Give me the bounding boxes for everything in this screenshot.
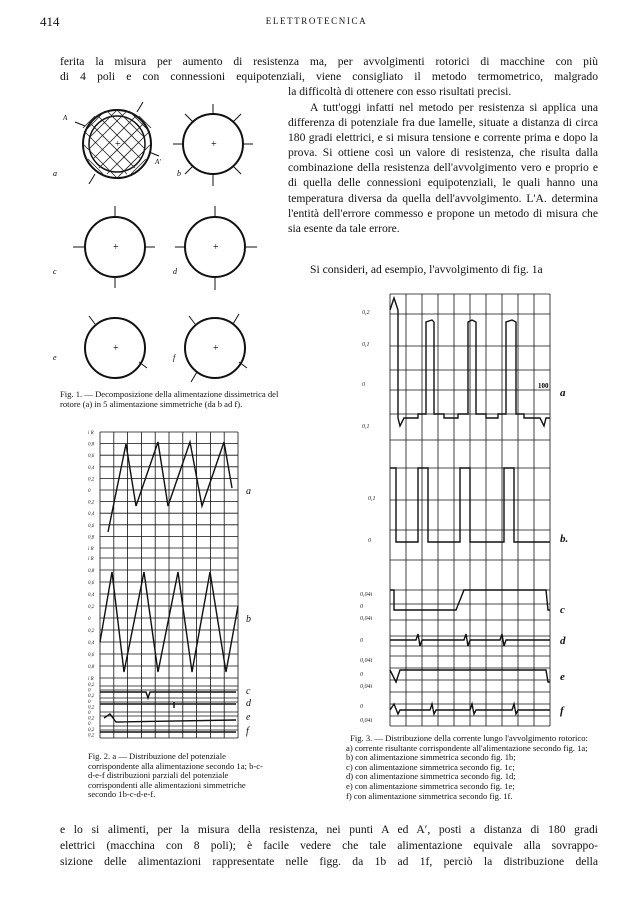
fig2-axis-label: i R — [88, 677, 94, 682]
fig3-axis-label: 0 — [360, 604, 363, 610]
fig1-panel-c — [53, 206, 155, 288]
fig2-axis-label: 0,4 — [88, 512, 95, 518]
fig3-axis-label: 0,1 — [362, 342, 370, 348]
fig3-row-a: a — [560, 387, 566, 399]
fig2-axis-label: 0,4 — [88, 465, 95, 471]
fig1-label-e: e — [53, 353, 57, 362]
fig3-axis-label: 0 — [368, 538, 371, 544]
running-title: ELETTROTECNICA — [265, 16, 368, 26]
fig1-label-c: c — [53, 267, 57, 276]
fig2-row-d: d — [246, 698, 251, 709]
svg-text:+: + — [213, 242, 219, 253]
fig2-axis-label: 0,6 — [88, 523, 95, 529]
fig3-axis-label: 0 — [360, 672, 363, 678]
svg-text:+: + — [115, 139, 121, 150]
fig1-panel-e — [53, 316, 147, 378]
fig3-axis-label: 0,04i — [360, 658, 373, 664]
fig2-axis-label: 0,2 — [88, 683, 95, 688]
fig1-caption: Fig. 1. — Decomposizione della alimentazione dissimetrica del rotore (a) in 5 alimentazione simmetriche (da b ad f). — [60, 389, 279, 409]
fig2-row-e: e — [246, 712, 251, 723]
svg-text:A: A — [63, 114, 68, 122]
fig3-axis-label: 0,2 — [362, 310, 370, 316]
bottom-line-1: e lo si alimenti, per la misura della resistenza, nei punti A ed A′, posti a distanza di 180 gradi — [60, 823, 598, 836]
fig3-caption-line: b) con alimentazione simmetrica secondo fig. 1b; — [346, 752, 516, 763]
fig2-axis-label: 0,4 — [88, 593, 95, 598]
fig3-caption-line: f) con alimentazione simmetrica secondo fig. 1f. — [346, 790, 513, 801]
fig3-caption — [346, 734, 592, 801]
fig1-panel-a — [53, 102, 161, 184]
fig1-panel-b — [173, 104, 253, 186]
fig3-curve-b — [390, 468, 550, 542]
fig2-axis-label: 0 — [88, 489, 91, 494]
fig3-caption-line: a) corrente risultante corrispondente all'alimentazione secondo fig. 1a; — [346, 742, 588, 753]
fig2-axis-label: 0,2 — [88, 477, 95, 483]
fig3-caption-line: e) con alimentazione simmetrica secondo fig. 1e; — [346, 780, 515, 791]
fig1-panel-f — [173, 314, 247, 382]
fig2-axis-label: 0,8 — [88, 665, 95, 670]
fig3-caption-line: c) con alimentazione simmetrica secondo fig. 1c; — [346, 761, 515, 772]
fig2-axis-label: 0,2 — [88, 716, 95, 722]
top-line-3: la difficoltà di ottenere con esso risultati precisi. — [288, 85, 512, 98]
fig3-row-b: b. — [560, 533, 569, 545]
fig2-axis-label: 0,2 — [88, 733, 95, 739]
fig2-chart — [86, 428, 266, 742]
fig2-axis-label: 0,2 — [88, 727, 95, 733]
fig2-axis-label: 0,4 — [88, 641, 95, 646]
fig1-label-f: f — [173, 353, 176, 362]
fig2-axis-label: 0 — [88, 711, 91, 716]
fig3-marker-label: 100 — [538, 382, 549, 390]
fig3-caption-title: Fig. 3. — Distribuzione della corrente lungo l'avvolgimento rotorico: — [350, 733, 588, 743]
fig2-axis-label: 0,2 — [88, 694, 95, 700]
top-line-2: di 4 poli e con connessioni equipotenziali, viene consigliato il metodo termometrico, malgrado — [60, 70, 598, 83]
page-header — [0, 14, 633, 34]
fig2-axis-label: i R — [88, 547, 94, 552]
right-paragraph-2: Si consideri, ad esempio, l'avvolgimento di fig. 1a — [310, 263, 543, 276]
fig1-diagram — [55, 92, 285, 390]
fig2-axis-label: 0 — [88, 699, 91, 705]
fig2-axis-label: 0,2 — [88, 629, 95, 634]
fig2-curve-d — [100, 702, 236, 708]
fig2-axis-label: 0,2 — [88, 605, 95, 610]
fig2-axis-label: 0,2 — [88, 705, 95, 711]
fig1-label-d: d — [173, 267, 177, 276]
fig2-axis-label: 0,6 — [88, 581, 95, 586]
fig2-axis-label: 0,6 — [88, 454, 95, 460]
svg-text:A': A' — [155, 158, 161, 166]
fig2-caption: Fig. 2. a — Distribuzione del potenziale corrispondente alla alimentazione secondo 1a; b-c-d-e-f distribuzioni parziali del potenziale corrispondenti alle alimentazioni simmetriche secondo 1b-c-d-e-f. — [88, 751, 263, 800]
fig2-row-b: b — [246, 614, 251, 625]
fig2-axis-label: i R — [88, 557, 94, 562]
fig3-axis-label: 0 — [360, 704, 363, 710]
fig2-row-a: a — [246, 486, 251, 497]
fig2-curve-e — [104, 714, 236, 722]
fig1-label-b: b — [177, 169, 181, 178]
fig2-axis-label: i R — [88, 431, 94, 436]
fig2-axis-label: 0 — [88, 688, 91, 694]
svg-text:+: + — [113, 242, 119, 253]
fig1-label-a: a — [53, 169, 57, 178]
fig2-axis-label: 0,8 — [88, 442, 95, 448]
fig3-axis-label: 0,1 — [368, 496, 376, 502]
fig3-axis-label: 0,04i — [360, 684, 373, 690]
fig3-row-d: d — [560, 635, 566, 647]
fig2-axis-label: 0,8 — [88, 535, 95, 541]
fig1-panel-d — [173, 206, 257, 290]
top-line-1: ferita la misura per aumento di resistenza ma, per avvolgimenti rotorici di macchine con più — [60, 55, 598, 68]
page-number: 414 — [40, 14, 60, 29]
fig2-curve-c — [100, 692, 236, 698]
fig3-axis-label: 0,04i — [360, 592, 373, 598]
fig2-row-f: f — [246, 726, 249, 737]
fig2-axis-label: 0,6 — [88, 653, 95, 658]
fig3-row-f: f — [560, 705, 564, 717]
fig3-chart — [360, 290, 580, 730]
bottom-line-3: sizione delle alimentazioni rappresentate nelle figg. da 1b ad 1f, perciò la distribuzione della — [60, 855, 598, 868]
fig3-caption-line: d) con alimentazione simmetrica secondo fig. 1d; — [346, 771, 516, 782]
bottom-line-2: elettrici (macchina con 8 poli); è facile vedere che tale alimentazione equivale alla sovrappo- — [60, 839, 598, 852]
fig3-axis-label: 0 — [360, 638, 363, 644]
fig3-axis-label: 0 — [362, 382, 365, 388]
fig2-axis-label: 0 — [88, 617, 91, 622]
fig2-axis-label: 0 — [88, 722, 91, 728]
right-paragraph-1: A tutt'oggi infatti nel metodo per resistenza si applica una differenza di potenziale fra due lamelle, situate a distanza di circa 180 gradi elettrici, e si misura tensione e corrente prima e dopo la prova. Si ottiene così un valore di resistenza, che risulta dalla combinazione della resistenza dell'avvolgimento vero e proprio e di quella delle connessioni equipotenziali, le quali hanno una temperatura diversa da quella dell'avvolgimento. L'A. determina l'entità dell'errore commesso e propone un metodo di misura che sia esente da tale errore. — [288, 101, 598, 235]
fig3-row-e: e — [560, 671, 565, 683]
fig2-axis-label: 0,2 — [88, 500, 95, 506]
svg-text:+: + — [213, 343, 219, 354]
fig3-axis-label: 0,04i — [360, 718, 373, 724]
fig3-axis-label: 0,1 — [362, 424, 370, 430]
fig2-row-c: c — [246, 686, 251, 697]
fig3-axis-label: 0,04i — [360, 616, 373, 622]
fig3-row-c: c — [560, 604, 565, 616]
fig2-axis-label: 0,8 — [88, 569, 95, 574]
svg-text:+: + — [113, 343, 119, 354]
svg-text:+: + — [211, 139, 217, 150]
